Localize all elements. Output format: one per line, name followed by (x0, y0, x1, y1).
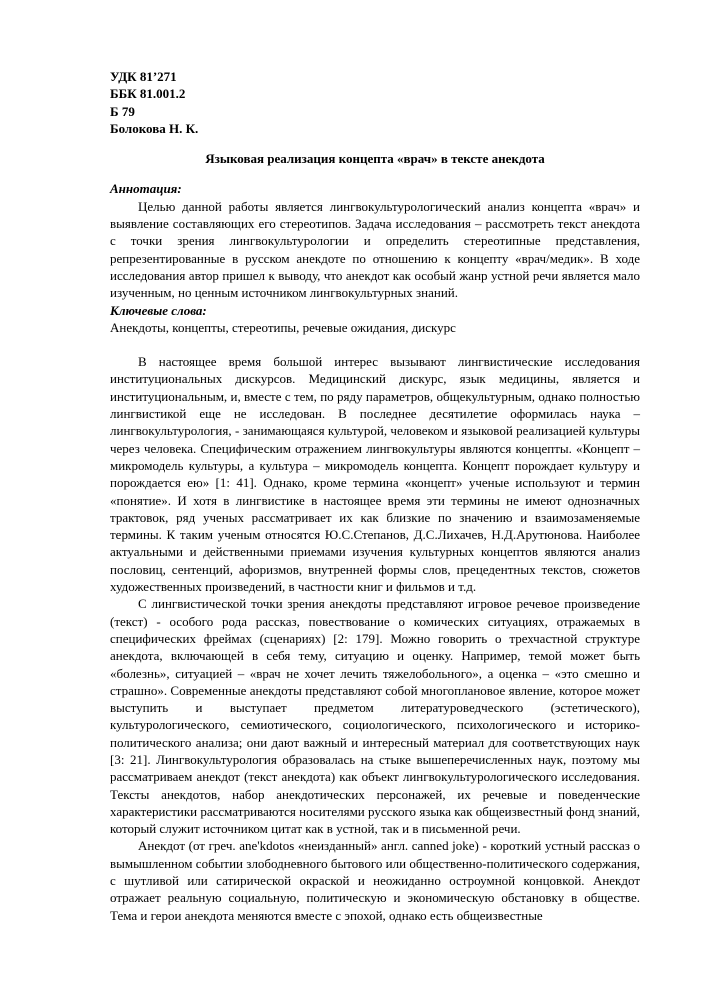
body-paragraph-1: В настоящее время большой интерес вызывают лингвистические исследования институциональных дискурсов. Медицинский дискурс, язык медицины, является и институциональным, и, вместе с тем, по ряду параметров, общекультурным, однако полностью лингвистикой еще не исследован. В последнее десятилетие оформилась наука – лингвокультурология, - занимающаяся культурой, человеком и языковой реализацией культуры через человека. Специфическим отражением лингвокультуры являются концепты. «Концепт – микромодель культуры, а культура – микромодель концепта. Концепт порождает культуру и порождается ею» [1: 41]. Однако, кроме термина «концепт» ученые используют и термин «понятие». И хотя в лингвистике в настоящее время эти термины не имеют однозначных трактовок, ряд ученых рассматривает их как близкие по значению и взаимозаменяемые термины. К таким ученым относятся Ю.С.Степанов, Д.С.Лихачев, Н.Д.Арутюнова. Наиболее актуальными и действенными приемами изучения культурных концептов являются анализ пословиц, сентенций, афоризмов, внутренней формы слов, прецедентных текстов, сюжетов художественных произведений, в частности книг и фильмов и т.д. (110, 354, 640, 595)
abstract-text: Целью данной работы является лингвокультурологический анализ концепта «врач» и выявление составляющих его стереотипов. Задача исследования – рассмотреть текст анекдота с точки зрения лингвокультурологии и определить стереотипные представления, репрезентированные в русском анекдоте по отношению к концепту «врач/медик». В ходе исследования автор пришел к выводу, что анекдот как особый жанр устной речи является мало изученным, но ценным источником лингвокультурных знаний. (110, 198, 640, 301)
udk-code: УДК 81’271 (110, 69, 177, 84)
keywords-text: Анекдоты, концепты, стереотипы, речевые ожидания, дискурс (110, 319, 456, 335)
body-paragraph-3: Анекдот (от греч. ane'kdotos «неизданный» англ. canned joke) - короткий устный рассказ о вымышленном событии злободневного бытового или общественно-политического содержания, с шутливой или сатирической окраской и неожиданно остроумной концовкой. Анекдот отражает реальную социальную, политическую и экономическую обстановку в обществе. Тема и герои анекдота меняются вместе с эпохой, однако есть общеизвестные (110, 838, 640, 923)
document-page (110, 68, 640, 924)
keywords-label: Ключевые слова: (110, 302, 207, 318)
section-gap (110, 336, 640, 353)
bbk-code: ББК 81.001.2 (110, 86, 186, 102)
author-name: Болокова Н. К. (110, 120, 199, 136)
body-paragraph-2: С лингвистической точки зрения анекдоты представляют игровое речевое произведение (текст) - особого рода рассказ, повествование о комических ситуациях, отражаемых в специфических фреймах (сценариях) [2: 179]. Можно говорить о трехчастной структуре анекдота, включающей в себя тему, ситуацию и оценку. Например, темой может быть «болезнь», ситуацией – «врач не хочет лечить тяжелобольного», а оценка – «это смешно и страшно». Современные анекдоты представляют собой многоплановое явление, которое может выступить и выступает предметом литературоведческого (эстетического), культурологического, семиотического, социологического, психологического и историко-политического анализа; они дают важный и интересный материал для соответствующих наук [3: 21]. Лингвокультурология образовалась на стыке вышеперечисленных наук, поэтому мы рассматриваем анекдот (текст анекдота) как объект лингвокультурологического исследования. Тексты анекдотов, набор анекдотических персонажей, их речевые и поведенческие характеристики рассматриваются носителями русского языка как общеизвестный фонд знаний, который служит источником цитат как в устной, так и в письменной речи. (110, 596, 640, 837)
article-title: Языковая реализация концепта «врач» в тексте анекдота (205, 151, 545, 167)
author-code: Б 79 (110, 103, 135, 119)
abstract-label: Аннотация: (110, 181, 182, 197)
